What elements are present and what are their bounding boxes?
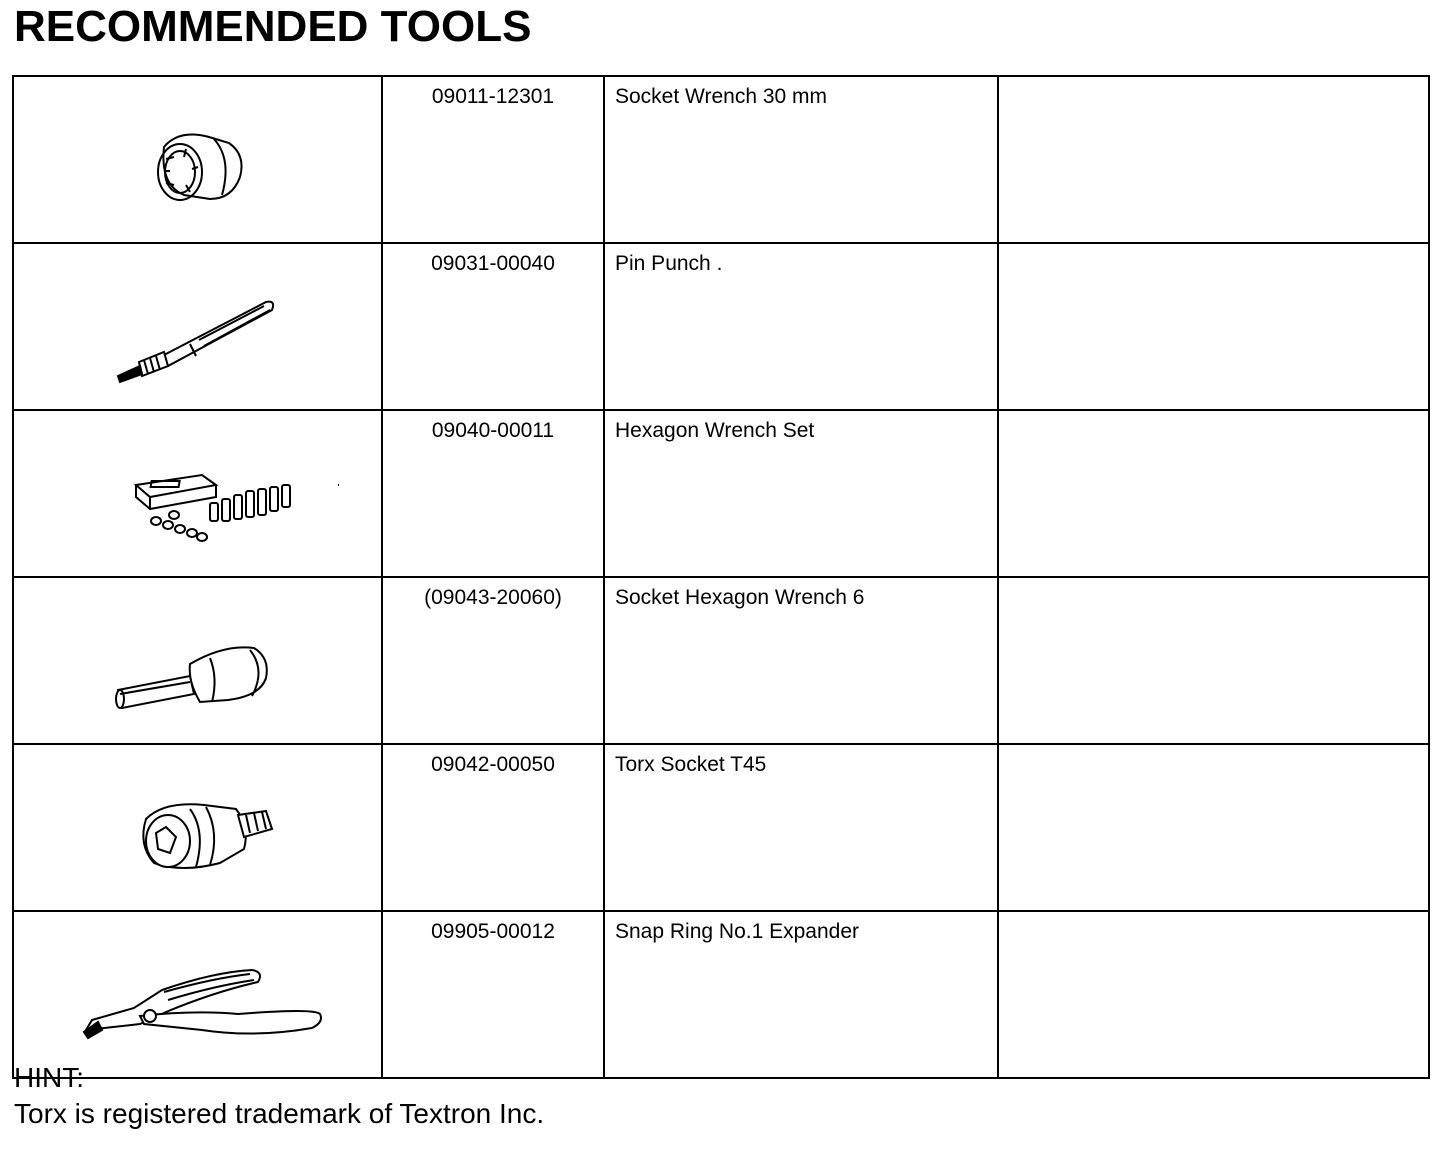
tool-name: Torx Socket T45 bbox=[604, 744, 998, 911]
socket-wrench-icon bbox=[14, 77, 381, 234]
hint-text: Torx is registered trademark of Textron Inc. bbox=[14, 1098, 545, 1129]
hexagon-wrench-set-icon bbox=[14, 411, 381, 568]
tool-name: Socket Wrench 30 mm bbox=[604, 76, 998, 243]
part-number: 09905-00012 bbox=[382, 911, 604, 1078]
page-title: RECOMMENDED TOOLS bbox=[14, 2, 532, 51]
hint-block bbox=[14, 1060, 544, 1132]
socket-hexagon-wrench-icon bbox=[14, 578, 381, 735]
part-number: 09040-00011 bbox=[382, 410, 604, 577]
part-number: 09042-00050 bbox=[382, 744, 604, 911]
note-cell bbox=[998, 911, 1429, 1078]
note-cell bbox=[998, 243, 1429, 410]
snap-ring-expander-icon bbox=[14, 912, 381, 1069]
tool-image-cell bbox=[13, 243, 382, 410]
tool-image-cell bbox=[13, 744, 382, 911]
note-cell bbox=[998, 76, 1429, 243]
table-row bbox=[13, 243, 1429, 410]
tool-name: Socket Hexagon Wrench 6 bbox=[604, 577, 998, 744]
tool-name: Snap Ring No.1 Expander bbox=[604, 911, 998, 1078]
note-cell bbox=[998, 410, 1429, 577]
table-row bbox=[13, 744, 1429, 911]
table-row bbox=[13, 410, 1429, 577]
table-row bbox=[13, 911, 1429, 1078]
tool-name: Hexagon Wrench Set bbox=[604, 410, 998, 577]
tool-name: Pin Punch . bbox=[604, 243, 998, 410]
pin-punch-icon bbox=[14, 244, 381, 401]
tool-image-cell bbox=[13, 911, 382, 1078]
part-number: (09043-20060) bbox=[382, 577, 604, 744]
part-number: 09011-12301 bbox=[382, 76, 604, 243]
note-cell bbox=[998, 744, 1429, 911]
table-row bbox=[13, 76, 1429, 243]
note-cell bbox=[998, 577, 1429, 744]
tool-image-cell bbox=[13, 410, 382, 577]
hint-label: HINT: bbox=[14, 1062, 84, 1093]
part-number: 09031-00040 bbox=[382, 243, 604, 410]
tools-table bbox=[12, 75, 1430, 1079]
tool-image-cell bbox=[13, 76, 382, 243]
table-row bbox=[13, 577, 1429, 744]
torx-socket-icon bbox=[14, 745, 381, 902]
tool-image-cell bbox=[13, 577, 382, 744]
